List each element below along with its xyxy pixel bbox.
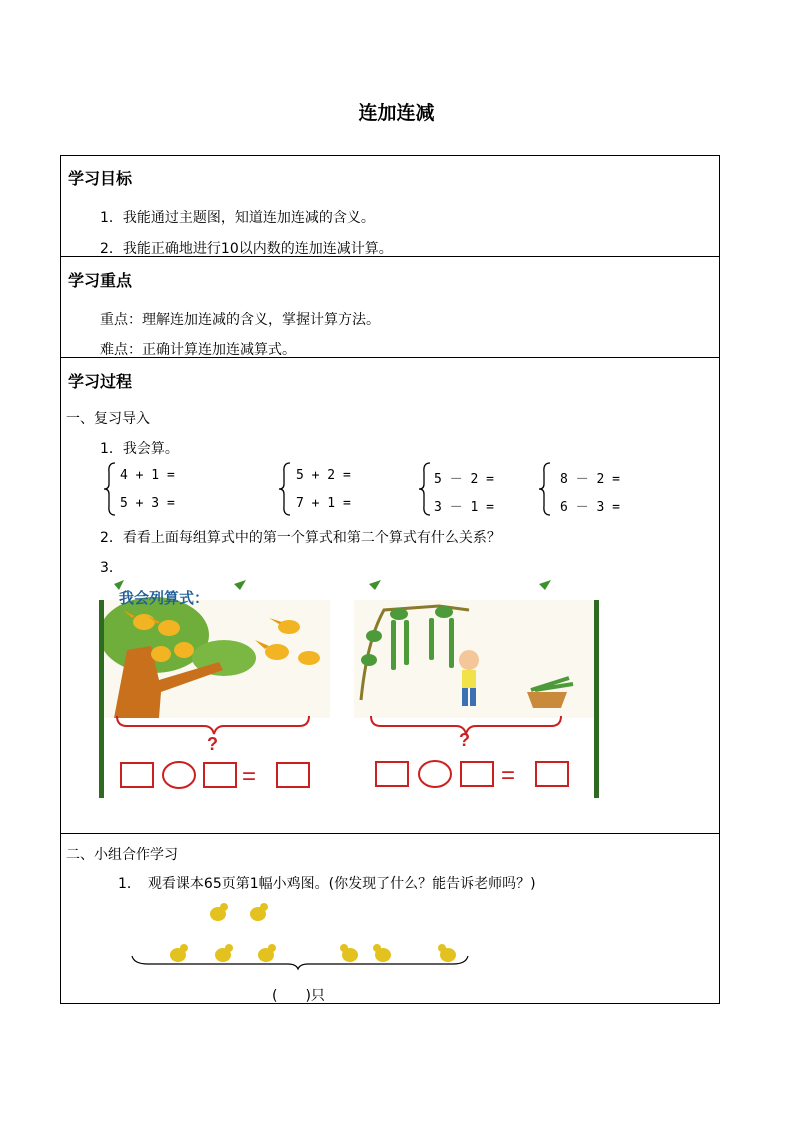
row-divider <box>60 833 720 834</box>
chick-icon <box>438 944 456 962</box>
question-mark: ? <box>207 734 218 754</box>
brace-icon <box>278 462 292 516</box>
equation: 7 + 1 = <box>296 496 351 511</box>
equation: 4 + 1 = <box>120 468 175 483</box>
goals-heading: 学习目标 <box>68 169 133 188</box>
bean-icon <box>391 620 396 670</box>
review-q3: 3． <box>100 560 123 576</box>
equation: 8 － 2 = <box>560 472 620 487</box>
group-study-q1: 1． 观看课本65页第1幅小鸡图。(你发现了什么？能告诉老师吗？) <box>118 876 536 892</box>
bird-icon <box>151 646 171 662</box>
equation: 5 + 2 = <box>296 468 351 483</box>
leaf-icon <box>435 606 453 618</box>
equation-picture <box>99 580 599 798</box>
process-heading: 学习过程 <box>68 372 133 391</box>
goal-item: 2．我能正确地进行10以内数的连加连减计算。 <box>100 241 393 257</box>
leaf-icon <box>390 608 408 620</box>
chick-icon <box>340 944 358 962</box>
equation: 6 － 3 = <box>560 500 620 515</box>
question-mark: ? <box>459 730 470 750</box>
equation: 3 － 1 = <box>434 500 494 515</box>
key-points-heading: 学习重点 <box>68 271 133 290</box>
goal-item: 1．我能通过主题图，知道连加连减的含义。 <box>100 210 375 226</box>
leaf-icon <box>361 654 377 666</box>
chick-picture <box>128 898 473 970</box>
group-study-label: 二、小组合作学习 <box>66 847 178 863</box>
brace-icon <box>538 462 552 516</box>
key-point-item: 难点：正确计算连加连减算式。 <box>100 342 296 358</box>
chick-icon <box>170 944 188 962</box>
bird-icon <box>298 651 320 665</box>
page-title: 连加连减 <box>358 102 435 124</box>
chick-icon <box>215 944 233 962</box>
key-point-item: 重点：理解连加连减的含义，掌握计算方法。 <box>100 312 380 328</box>
bean-icon <box>429 618 434 660</box>
bean-icon <box>404 620 409 665</box>
leaf-icon <box>366 630 382 642</box>
picture-heading: 我会列算式： <box>119 590 210 607</box>
bird-icon <box>174 642 194 658</box>
review-q1: 1．我会算。 <box>100 441 179 457</box>
equals-sign: = <box>242 763 257 790</box>
answer-blank: ( )只 <box>272 988 325 1004</box>
brace-icon <box>418 462 432 516</box>
chick-icon <box>373 944 391 962</box>
chick-icon <box>210 903 228 921</box>
brace-icon <box>103 462 117 516</box>
review-q2: 2．看看上面每组算式中的第一个算式和第二个算式有什么关系？ <box>100 530 501 546</box>
equals-sign: = <box>501 762 516 789</box>
review-label: 一、复习导入 <box>66 411 150 427</box>
equation: 5 － 2 = <box>434 472 494 487</box>
chick-icon <box>258 944 276 962</box>
equation: 5 + 3 = <box>120 496 175 511</box>
bean-icon <box>449 618 454 668</box>
chick-icon <box>250 903 268 921</box>
